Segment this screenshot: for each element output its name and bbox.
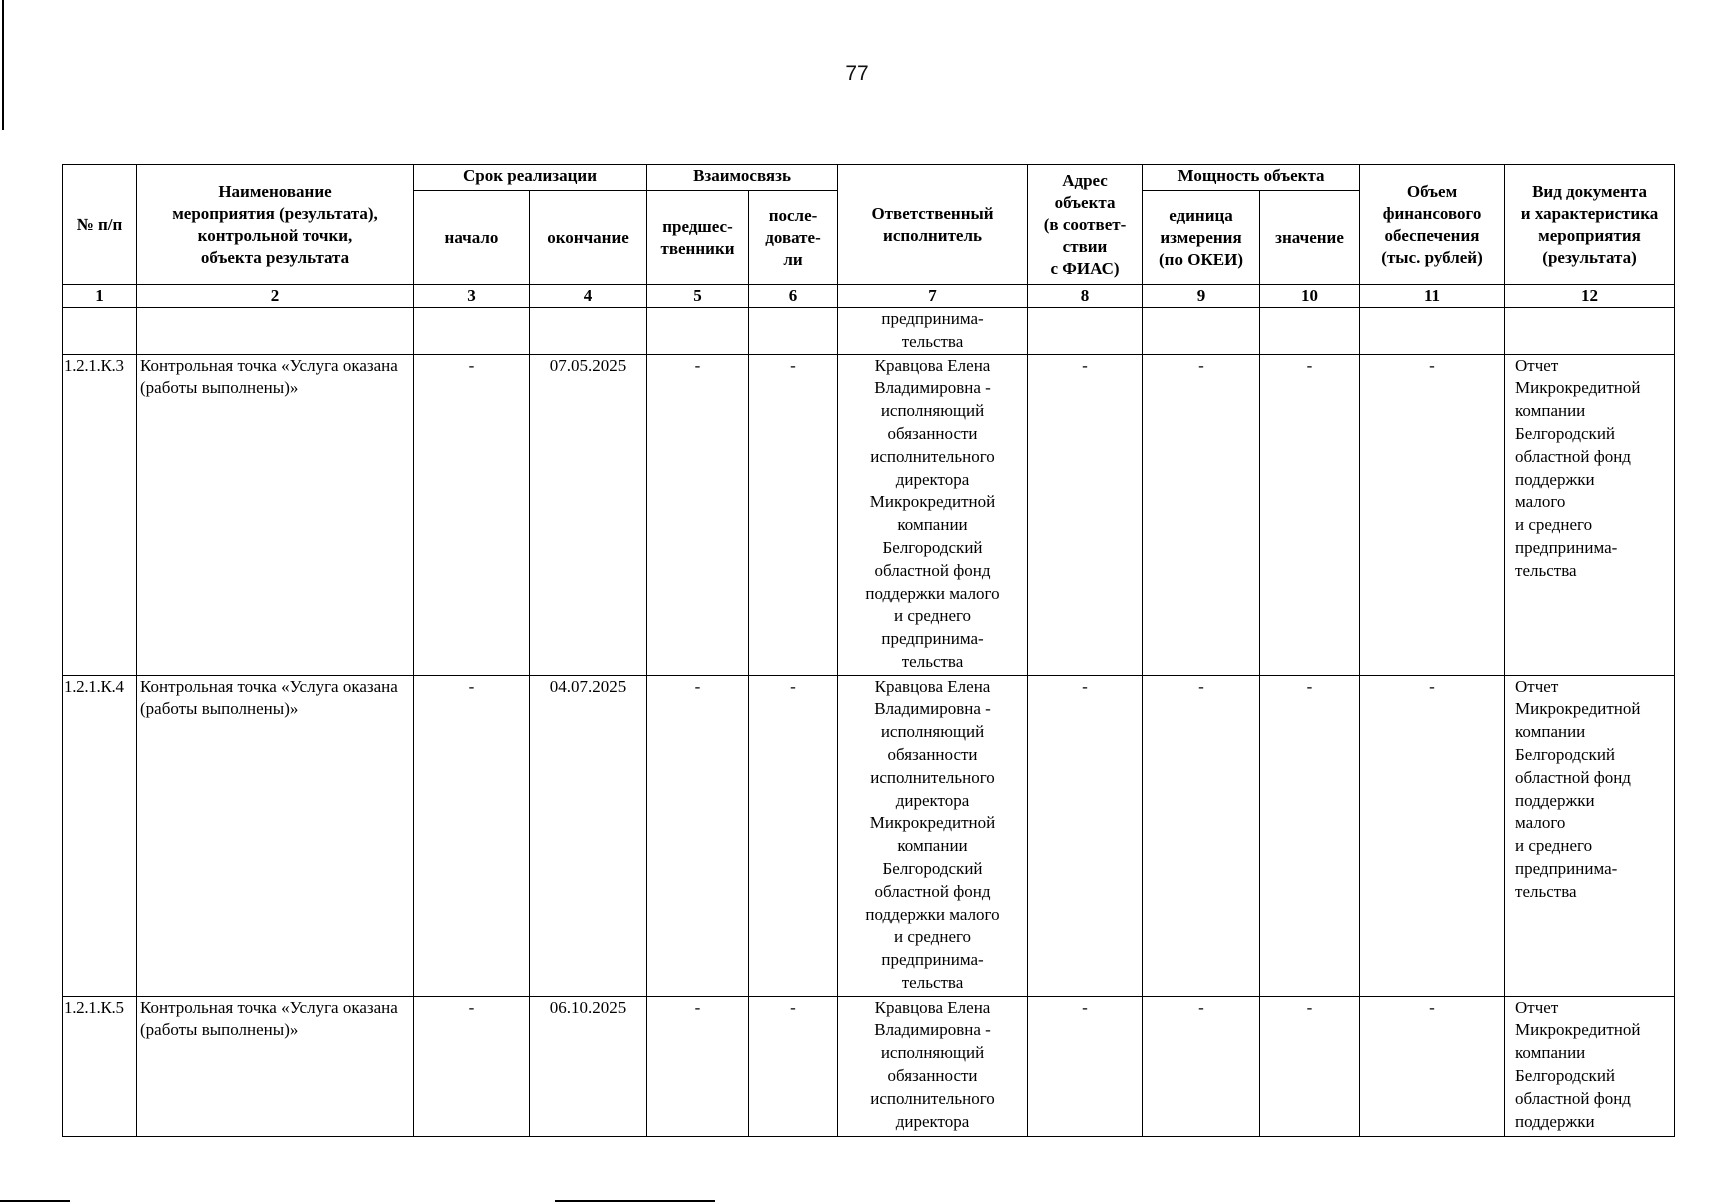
header-number: № п/п [63,165,137,285]
table-cell [647,308,749,355]
table-cell [530,308,647,355]
row-start: - [414,354,530,675]
header-responsible: Ответственный исполнитель [838,165,1028,285]
header-end: окончание [530,191,647,285]
row-address: - [1028,675,1143,996]
table-cell [137,308,414,355]
row-code: 1.2.1.К.5 [63,996,137,1136]
row-value: - [1260,354,1360,675]
column-number: 3 [414,285,530,308]
table-cell [1505,308,1675,355]
row-name: Контрольная точка «Услуга оказана (работы выполнены)» [137,354,414,675]
table-row [63,996,1675,1136]
header-unit: единица измерения (по ОКЕИ) [1143,191,1260,285]
column-number: 1 [63,285,137,308]
table-cell [749,308,838,355]
header-start: начало [414,191,530,285]
column-number: 8 [1028,285,1143,308]
column-number: 2 [137,285,414,308]
table-cell [63,308,137,355]
table-cell [1143,308,1260,355]
column-number: 9 [1143,285,1260,308]
row-predecessors: - [647,354,749,675]
row-responsible: Кравцова Елена Владимировна - исполняющий обязанности исполнительного директора Микрокредитной компании Белгородский областной фонд поддержки малого и среднего предпринима- тельства [838,675,1028,996]
header-name: Наименование мероприятия (результата), контрольной точки, объекта результата [137,165,414,285]
column-number: 6 [749,285,838,308]
row-name: Контрольная точка «Услуга оказана (работы выполнены)» [137,675,414,996]
row-predecessors: - [647,675,749,996]
row-address: - [1028,996,1143,1136]
row-finance: - [1360,675,1505,996]
row-document: Отчет Микрокредитной компании Белгородский областной фонд поддержки малого и среднего предпринима- тельства [1505,675,1675,996]
row-responsible: Кравцова Елена Владимировна - исполняющий обязанности исполнительного директора [838,996,1028,1136]
column-number-row [63,285,1675,308]
row-unit: - [1143,675,1260,996]
row-unit: - [1143,996,1260,1136]
continuation-row [63,308,1675,355]
column-number: 11 [1360,285,1505,308]
row-name: Контрольная точка «Услуга оказана (работы выполнены)» [137,996,414,1136]
header-group-links: Взаимосвязь [647,165,838,191]
header-predecessors: предшес- твенники [647,191,749,285]
row-code: 1.2.1.К.3 [63,354,137,675]
page-number: 77 [845,62,869,85]
row-end: 04.07.2025 [530,675,647,996]
table-cell [1360,308,1505,355]
header-group-capacity: Мощность объекта [1143,165,1360,191]
row-successors: - [749,996,838,1136]
column-number: 12 [1505,285,1675,308]
header-address: Адрес объекта (в соответ- ствии с ФИАС) [1028,165,1143,285]
column-number: 7 [838,285,1028,308]
row-code: 1.2.1.К.4 [63,675,137,996]
row-start: - [414,996,530,1136]
table-cell [1260,308,1360,355]
row-end: 06.10.2025 [530,996,647,1136]
row-value: - [1260,996,1360,1136]
header-value: значение [1260,191,1360,285]
row-address: - [1028,354,1143,675]
column-number: 4 [530,285,647,308]
row-predecessors: - [647,996,749,1136]
header-document: Вид документа и характеристика мероприятия (результата) [1505,165,1675,285]
row-successors: - [749,675,838,996]
table-cell [1028,308,1143,355]
row-unit: - [1143,354,1260,675]
header-finance: Объем финансового обеспечения (тыс. рублей) [1360,165,1505,285]
column-number: 5 [647,285,749,308]
row-successors: - [749,354,838,675]
row-finance: - [1360,354,1505,675]
column-number: 10 [1260,285,1360,308]
row-document: Отчет Микрокредитной компании Белгородский областной фонд поддержки [1505,996,1675,1136]
row-end: 07.05.2025 [530,354,647,675]
row-start: - [414,675,530,996]
header-group-period: Срок реализации [414,165,647,191]
row-value: - [1260,675,1360,996]
header-successors: после- довате- ли [749,191,838,285]
events-table [62,164,1675,1137]
table-cell [414,308,530,355]
responsible-cell: предпринима- тельства [838,308,1028,355]
row-finance: - [1360,996,1505,1136]
row-responsible: Кравцова Елена Владимировна - исполняющий обязанности исполнительного директора Микрокредитной компании Белгородский областной фонд поддержки малого и среднего предпринима- тельства [838,354,1028,675]
row-document: Отчет Микрокредитной компании Белгородский областной фонд поддержки малого и среднего предпринима- тельства [1505,354,1675,675]
table-row [63,675,1675,996]
table-row [63,354,1675,675]
